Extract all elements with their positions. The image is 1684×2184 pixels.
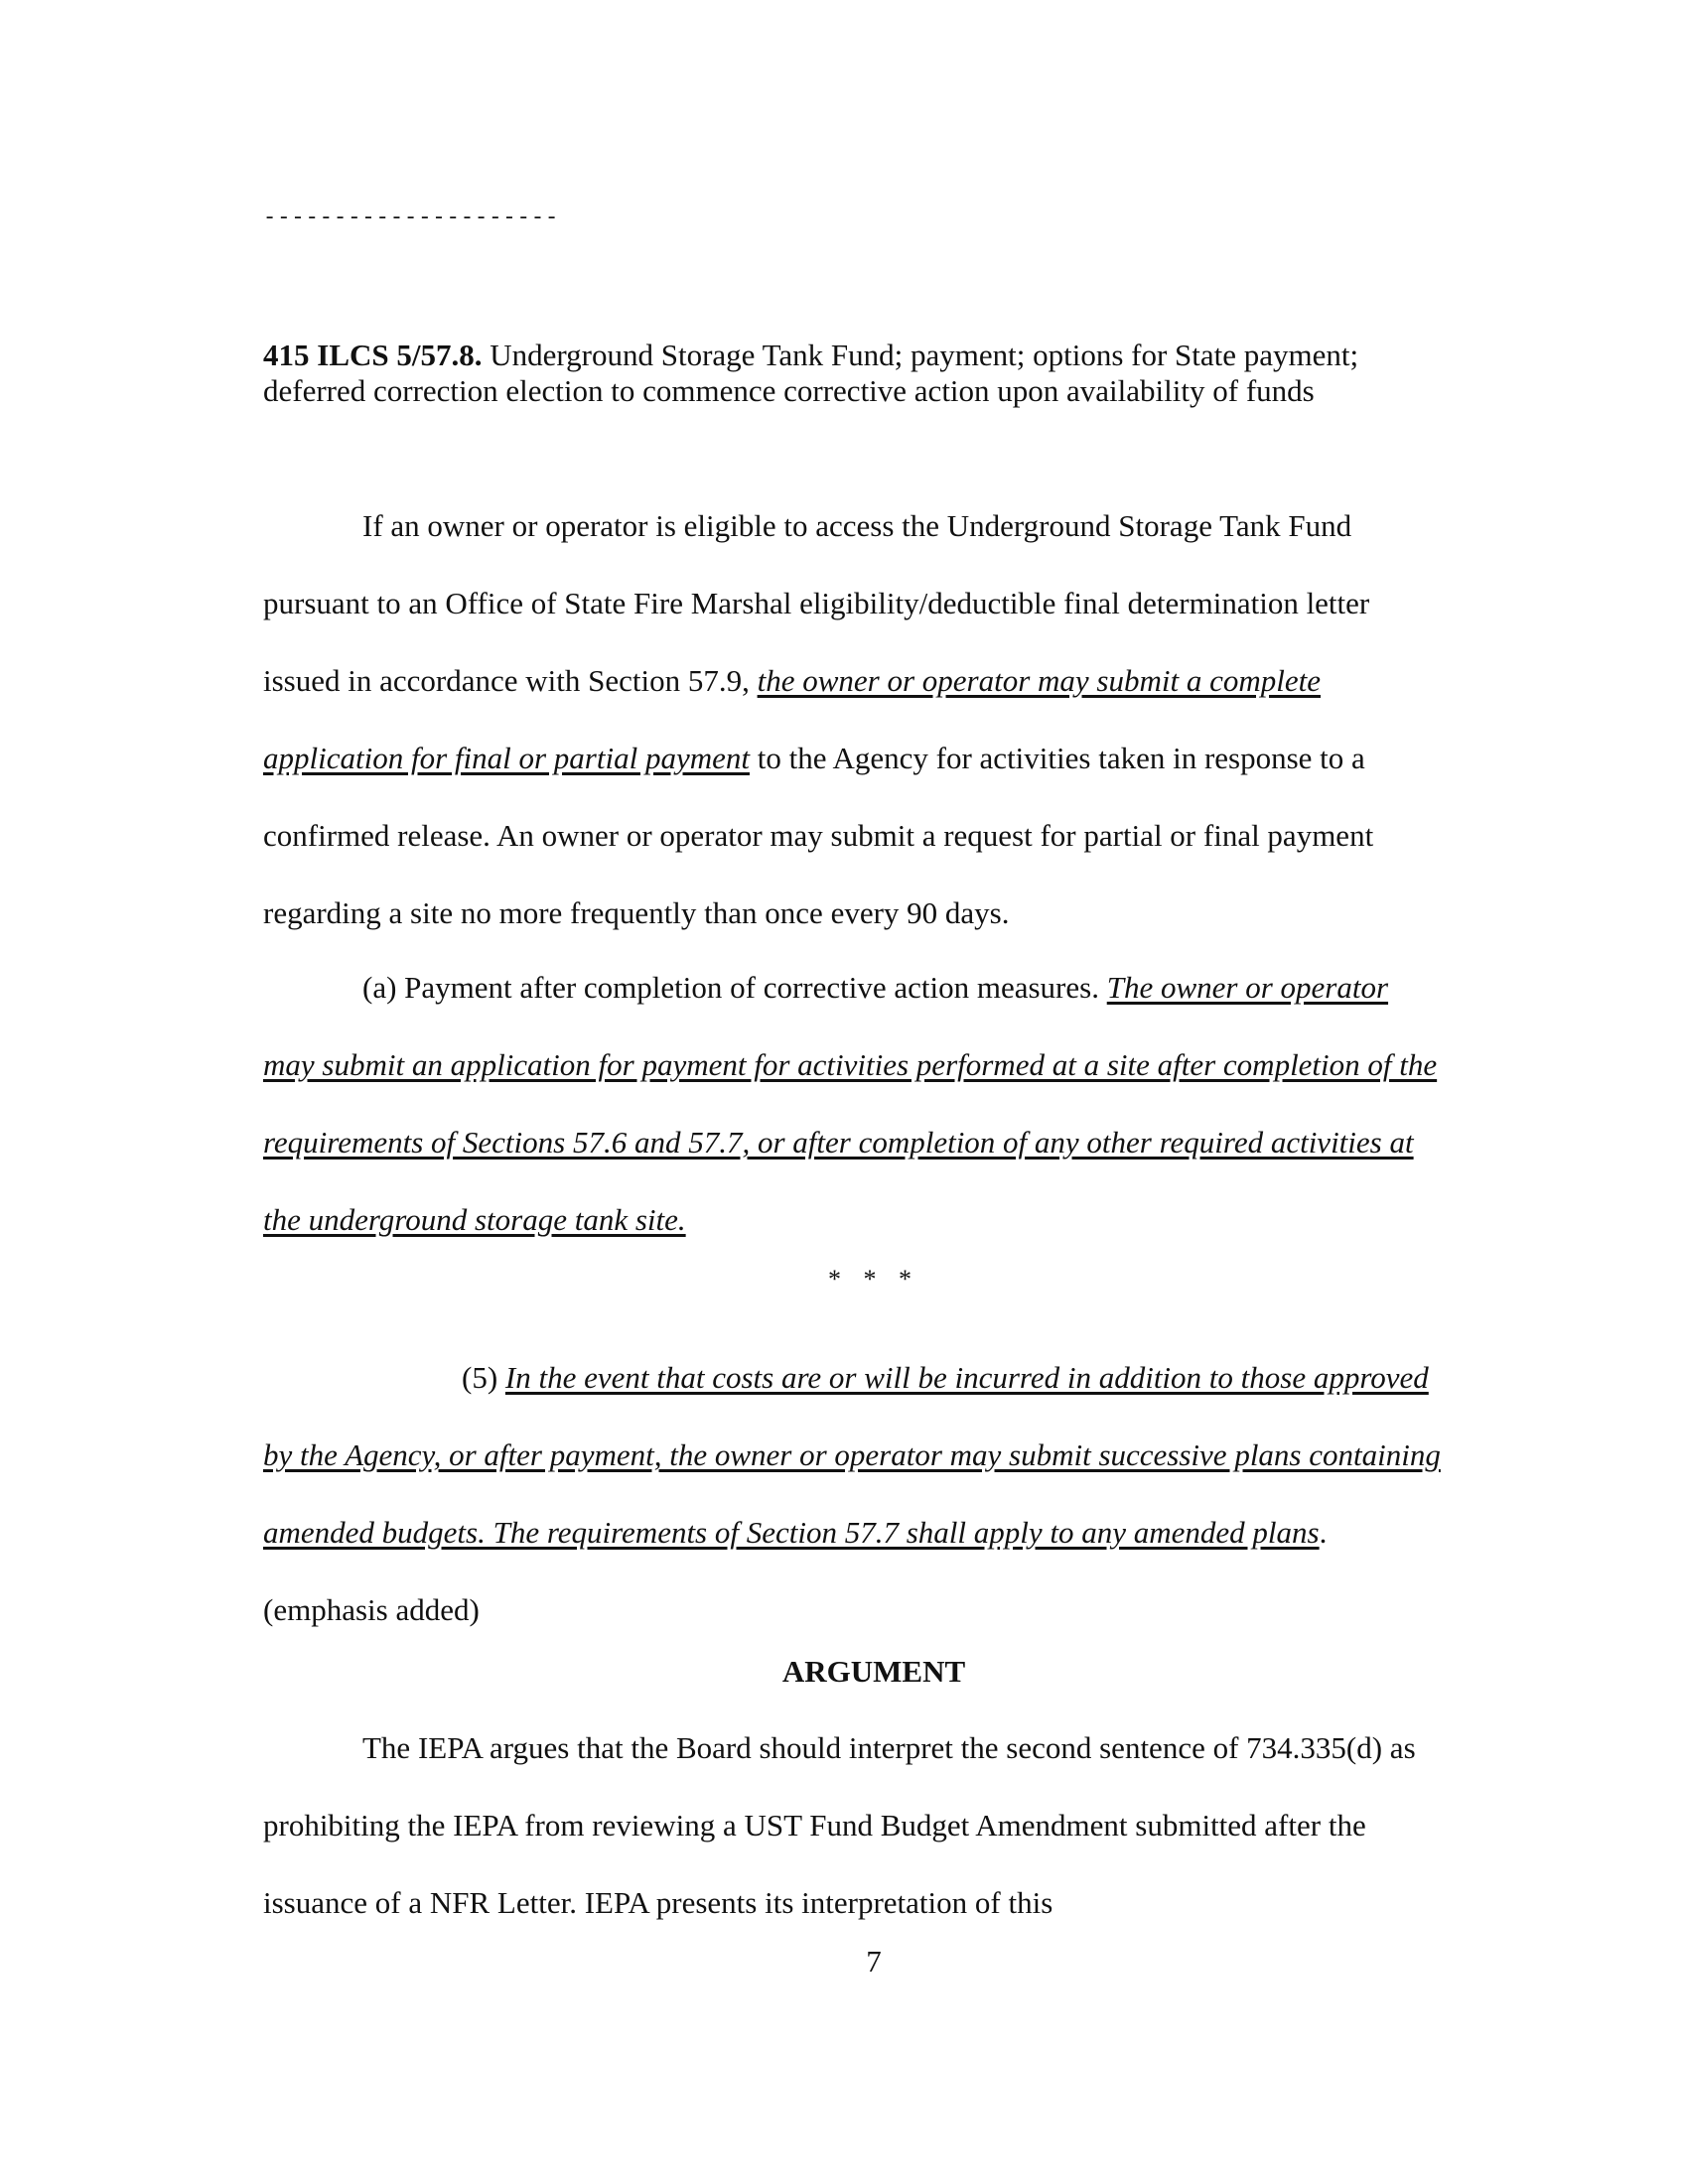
paragraph-1-emphasis: the owner or operator may submit a complete application for final or partial payment [263, 663, 1321, 775]
paragraph-3-text-a: (5) [462, 1360, 505, 1395]
separator-line: --------------------- [263, 205, 560, 230]
page-number: 7 [866, 1944, 882, 1979]
paragraph-amended-budgets [263, 1339, 1445, 1649]
paragraph-1-text-b: to the Agency for activities taken in response to a confirmed release. An owner or operator may submit a request for partial or final payment regarding a site no more frequently than once every 90 days. [263, 741, 1374, 930]
document-page [263, 0, 1445, 2184]
statute-heading [263, 338, 1445, 409]
paragraph-3-text-b: . (emphasis added) [263, 1515, 1328, 1627]
statute-title: Underground Storage Tank Fund; payment; options for State payment; deferred correction election to commence corrective action upon availability of funds [263, 338, 1359, 408]
argument-heading: ARGUMENT [781, 1654, 966, 1689]
paragraph-iepa-argument: The IEPA argues that the Board should interpret the second sentence of 734.335(d) as prohibiting the IEPA from reviewing a UST Fund Budget Amendment submitted after the issuance of a NFR Letter. IEPA presents its interpretation of this [263, 1730, 1416, 1920]
paragraph-eligibility [263, 487, 1445, 952]
paragraph-3-emphasis: In the event that costs are or will be incurred in addition to those approved by the Agency, or after payment, the owner or operator may submit successive plans containing amended budgets. The requirements of Section 57.7 shall apply to any amended plans [263, 1360, 1441, 1550]
paragraph-payment-after-completion [263, 949, 1445, 1259]
paragraph-2-text-a: (a) Payment after completion of corrective action measures. [362, 970, 1107, 1005]
statute-citation: 415 ILCS 5/57.8. [263, 338, 483, 372]
paragraph-2-emphasis: The owner or operator may submit an application for payment for activities performed at a site after completion of the requirements of Sections 57.6 and 57.7, or after completion of any other required activities at the underground storage tank site. [263, 970, 1438, 1237]
paragraph-1-text-a: If an owner or operator is eligible to access the Underground Storage Tank Fund pursuant to an Office of State Fire Marshal eligibility/deductible final determination letter issued in accordance with Section 57.9, [263, 508, 1370, 698]
section-break-stars: * * * [828, 1265, 919, 1294]
